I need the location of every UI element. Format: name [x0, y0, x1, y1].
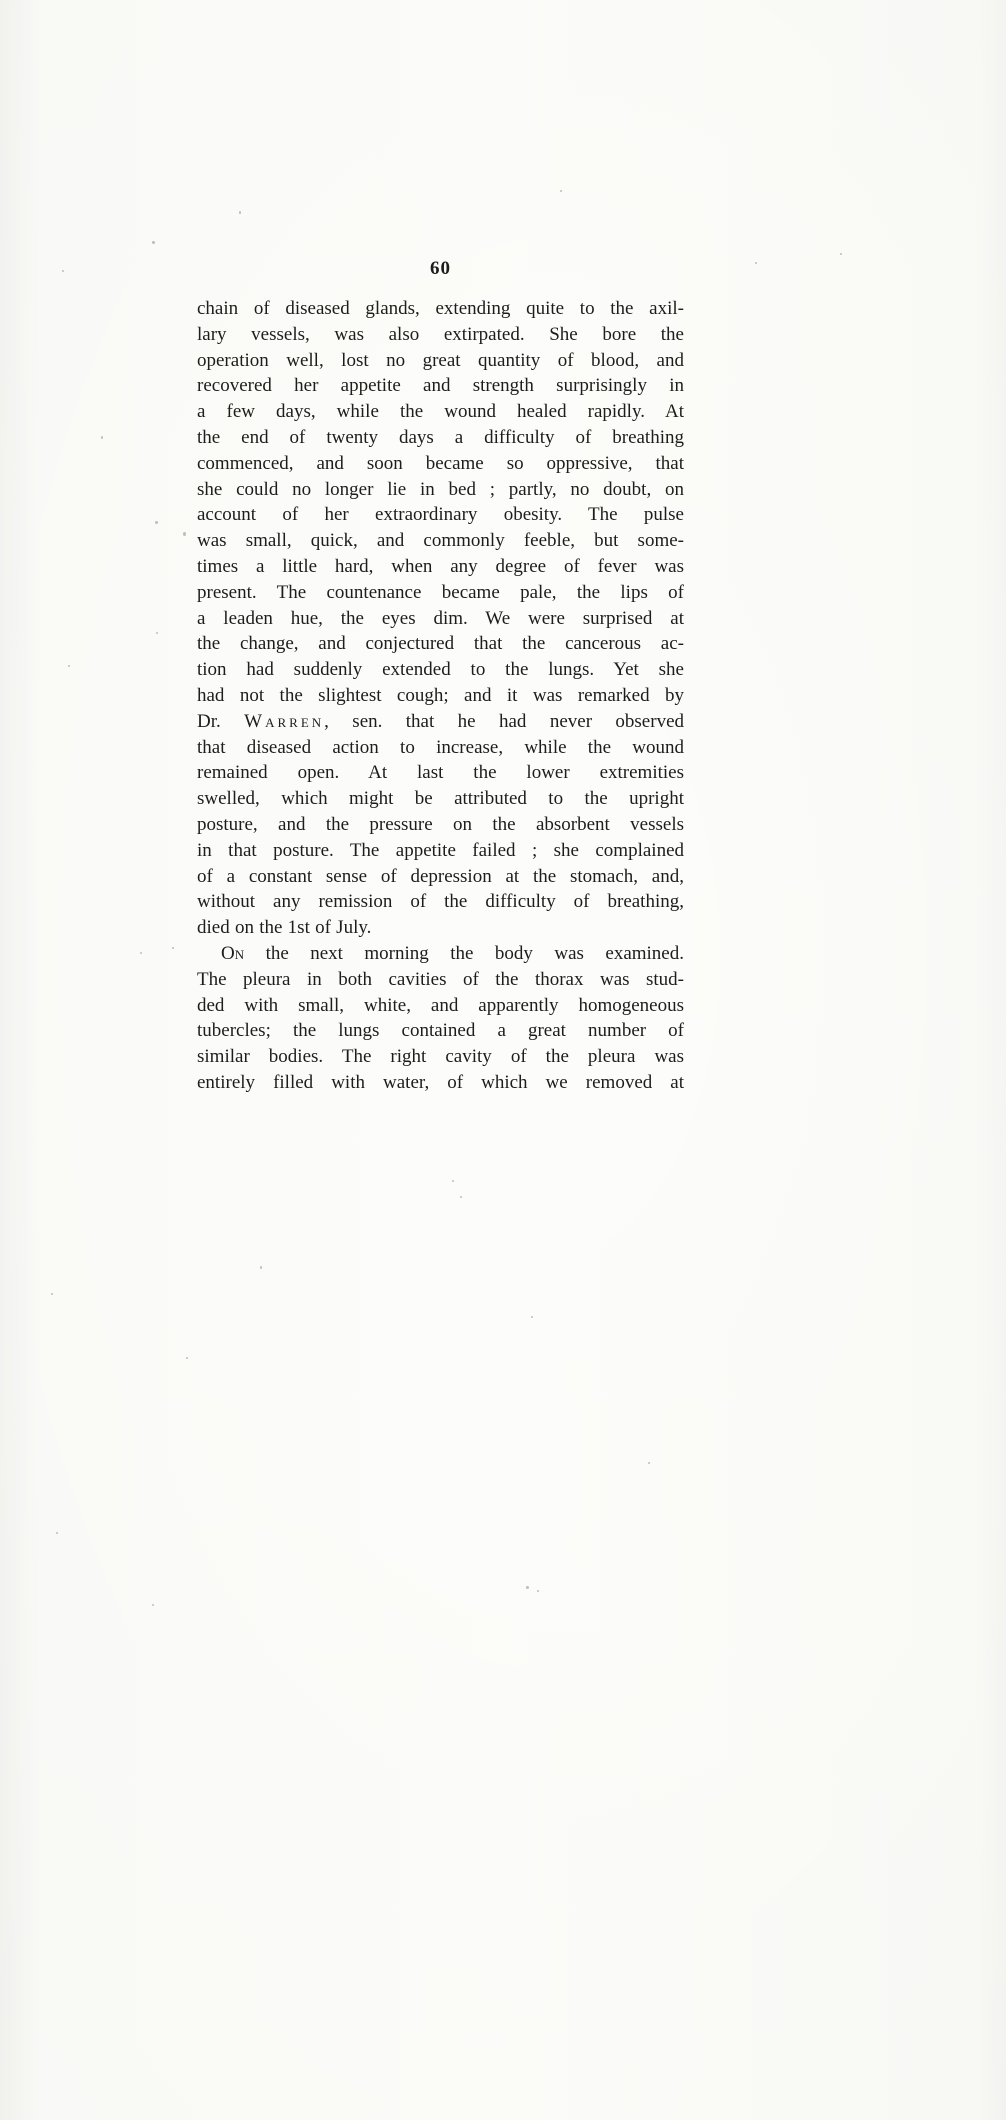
text-line: of a constant sense of depression at the stomach, and, [197, 865, 684, 887]
text-line: a leaden hue, the eyes dim. We were surprised at [197, 607, 684, 629]
text-segment: , sen. that he had never observed [324, 710, 685, 732]
text-line: times a little hard, when any degree of fever was [197, 555, 684, 577]
text-line: entirely filled with water, of which we removed at [197, 1071, 684, 1093]
text-line [197, 709, 684, 735]
text-line: was small, quick, and commonly feeble, but some- [197, 530, 684, 552]
text-segment: the next morning the body was examined. [244, 942, 684, 964]
text-line: account of her extraordinary obesity. The pulse [197, 504, 684, 526]
text-column [197, 258, 684, 1096]
text-line: lary vessels, was also extirpated. She bore the [197, 323, 684, 345]
page-number: 60 [430, 258, 451, 279]
text-line: recovered her appetite and strength surprisingly in [197, 375, 684, 397]
text-line: remained open. At last the lower extremities [197, 762, 684, 784]
text-line: died on the 1st of July. [197, 917, 372, 939]
text-line: posture, and the pressure on the absorbent vessels [197, 813, 684, 835]
text-line: The pleura in both cavities of the thorax was stud- [197, 968, 684, 990]
text-line: similar bodies. The right cavity of the pleura was [197, 1046, 684, 1068]
text-line [197, 941, 684, 967]
text-line: commenced, and soon became so oppressive, that [197, 452, 684, 474]
text-line: chain of diseased glands, extending quite to the axil- [197, 298, 684, 319]
text-line: the change, and conjectured that the cancerous ac- [197, 633, 684, 655]
text-line: had not the slightest cough; and it was remarked by [197, 684, 684, 706]
text-segment: Dr. [197, 710, 245, 732]
text-line: ded with small, white, and apparently homogeneous [197, 994, 684, 1016]
text-line: a few days, while the wound healed rapidly. At [197, 401, 684, 423]
paragraph-autopsy [197, 941, 684, 1096]
text-line: in that posture. The appetite failed ; she complained [197, 839, 684, 861]
text-line: that diseased action to increase, while the wound [197, 736, 684, 758]
paragraph-case-narrative [197, 296, 684, 941]
small-caps-text: On [221, 942, 245, 964]
text-line: tubercles; the lungs contained a great number of [197, 1020, 684, 1042]
small-caps-text: Warren [244, 710, 325, 732]
text-line: present. The countenance became pale, the lips of [197, 581, 684, 603]
text-line: tion had suddenly extended to the lungs. Yet she [197, 659, 684, 681]
text-line: swelled, which might be attributed to the upright [197, 788, 684, 810]
text-line: the end of twenty days a difficulty of breathing [197, 426, 684, 448]
text-line: she could no longer lie in bed ; partly, no doubt, on [197, 478, 684, 500]
text-line: without any remission of the difficulty of breathing, [197, 891, 684, 913]
text-line: operation well, lost no great quantity of blood, and [197, 349, 684, 371]
